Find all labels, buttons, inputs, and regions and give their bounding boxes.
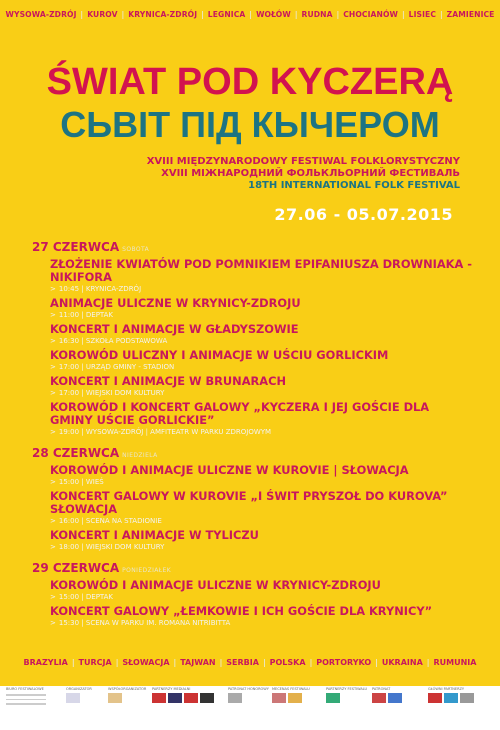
event-time: 15:00 (58, 478, 80, 486)
event-time: 17:00 (58, 363, 80, 371)
footer-text-line (6, 703, 46, 705)
country: POLSKA (269, 658, 306, 667)
event (50, 401, 472, 436)
event-place: WIEJSKI DOM KULTURY (85, 389, 165, 397)
arrow-icon: > (50, 593, 56, 601)
day-weekday: NIEDZIELA (122, 452, 158, 459)
event (50, 605, 472, 627)
subtitles (60, 156, 460, 192)
arrow-icon: > (50, 285, 56, 293)
event-meta: > 15:00 | DEPTAK (50, 593, 114, 601)
festival-title-ukrainian: СЬВІТ ПІД КЫЧЕРОМ (60, 104, 440, 145)
event-meta: > 16:00 | SCENA NA STADIONIE (50, 517, 162, 525)
separator: | (294, 10, 298, 19)
footer-column-heading: WSPÓŁORGANIZATOR (108, 687, 147, 691)
event-place: SCENA NA STADIONIE (85, 517, 162, 525)
event-place: WIEŚ (85, 478, 104, 486)
arrow-icon: > (50, 428, 56, 436)
separator: | (309, 658, 313, 667)
town: WYSOWA-ZDRÓJ (5, 10, 77, 19)
separator: | (71, 658, 75, 667)
event-time: 19:00 (58, 428, 80, 436)
country: SŁOWACJA (122, 658, 170, 667)
event-place: KRYNICA-ZDRÓJ (85, 285, 142, 293)
arrow-icon: > (50, 619, 56, 627)
event-place: URZĄD GMINY - STADION (85, 363, 175, 371)
event-title: ZŁOŻENIE KWIATÓW POD POMNIKIEM EPIFANIUSZA DROWNIAKA - NIKIFORA (50, 257, 473, 284)
footer-column (228, 687, 268, 727)
day-heading (32, 240, 472, 254)
arrow-icon: > (50, 517, 56, 525)
footer-column-heading: PARTNERZY MEDIALNI (152, 687, 191, 691)
event-title: KOROWÓD I ANIMACJE ULICZNE W KRYNICY-ZDROJU (50, 578, 381, 592)
footer-column (326, 687, 366, 727)
event-time: 18:00 (58, 543, 80, 551)
event-time: 10:45 (58, 285, 80, 293)
town: LISIEC (408, 10, 436, 19)
countries-bar (0, 658, 500, 667)
partner-logo (326, 693, 340, 703)
town: LEGNICA (207, 10, 246, 19)
event-place: DEPTAK (85, 593, 114, 601)
footer-column (108, 687, 148, 727)
event-title: KONCERT I ANIMACJE W GŁADYSZOWIE (50, 322, 299, 336)
subtitle-polish: XVIII MIĘDZYNARODOWY FESTIWAL FOLKLORYSTYCZNY (146, 156, 460, 167)
country: TURCJA (78, 658, 112, 667)
event-place: SCENA W PARKU IM. ROMANA NITRIBITTA (85, 619, 231, 627)
footer-text-line (6, 694, 46, 696)
footer-column-heading: MECENAS FESTIWALU (272, 687, 310, 691)
event-place: DEPTAK (85, 311, 114, 319)
event-time: 16:00 (58, 517, 80, 525)
event-time: 15:00 (58, 593, 80, 601)
media-partner-logo (200, 693, 214, 703)
separator: | (262, 658, 266, 667)
event (50, 529, 472, 551)
day-date: 29 CZERWCA (32, 561, 120, 575)
event (50, 490, 472, 525)
sponsor-footer (0, 686, 500, 730)
sponsor-logo (272, 693, 286, 703)
separator: | (173, 658, 177, 667)
country: UKRAINA (381, 658, 423, 667)
event-title: ANIMACJE ULICZNE W KRYNICY-ZDROJU (50, 296, 301, 310)
day-date: 27 CZERWCA (32, 240, 120, 254)
event-meta: > 17:00 | WIEJSKI DOM KULTURY (50, 389, 165, 397)
event-meta: > 11:00 | DEPTAK (50, 311, 114, 319)
footer-column (272, 687, 322, 727)
event-time: 17:00 (58, 389, 80, 397)
country: RUMUNIA (433, 658, 477, 667)
town: KUROV (87, 10, 118, 19)
day-weekday: PONIEDZIAŁEK (122, 567, 172, 574)
towns-bar (0, 10, 500, 19)
subtitle-english: 18TH INTERNATIONAL FOLK FESTIVAL (248, 180, 460, 191)
country: PORTORYKO (316, 658, 372, 667)
event-meta: > 16:30 | SZKOŁA PODSTAWOWA (50, 337, 168, 345)
footer-column (152, 687, 222, 727)
footer-column-heading: PATRONAT HONOROWY (228, 687, 269, 691)
main-partner-logo (444, 693, 458, 703)
event (50, 258, 472, 293)
footer-column (428, 687, 494, 727)
event-title: KONCERT I ANIMACJE W TYLICZU (50, 528, 259, 542)
organizer-logo (66, 693, 80, 703)
sponsor-logo (288, 693, 302, 703)
arrow-icon: > (50, 543, 56, 551)
separator: | (80, 10, 84, 19)
day-block (32, 240, 472, 436)
separator: | (115, 658, 119, 667)
town: WOŁÓW (256, 10, 291, 19)
event-place: SZKOŁA PODSTAWOWA (85, 337, 168, 345)
town: KRYNICA-ZDRÓJ (128, 10, 198, 19)
separator: | (201, 10, 204, 19)
media-partner-logo (152, 693, 166, 703)
town: RUDNA (301, 10, 333, 19)
town: ZAMIENICE (446, 10, 495, 19)
event-time: 15:30 (58, 619, 80, 627)
coorganizer-logo (108, 693, 122, 703)
event-meta: > 15:00 | WIEŚ (50, 478, 104, 486)
country: BRAZYLIA (23, 658, 68, 667)
arrow-icon: > (50, 311, 56, 319)
event-place: WIEJSKI DOM KULTURY (85, 543, 165, 551)
arrow-icon: > (50, 478, 56, 486)
event (50, 297, 472, 319)
subtitle-ukrainian: XVIII МІЖНАРОДНИЙ ФОЛЬКЛЬОРНИЙ ФЕСТИВАЛЬ (161, 168, 460, 179)
footer-text-line (6, 699, 46, 701)
day-heading (32, 561, 472, 575)
media-partner-logo (168, 693, 182, 703)
day-date: 28 CZERWCA (32, 446, 120, 460)
town: CHOCIANÓW (343, 10, 398, 19)
separator: | (249, 10, 253, 19)
separator: | (336, 10, 340, 19)
schedule (32, 240, 472, 627)
separator: | (375, 658, 378, 667)
event-title: KONCERT I ANIMACJE W BRUNARACH (50, 374, 287, 388)
country: TAJWAN (180, 658, 216, 667)
event-place: WYSOWA-ZDRÓJ | AMFITEATR W PARKU ZDROJOWYM (85, 428, 272, 436)
event-title: KONCERT GALOWY „ŁEMKOWIE I ICH GOŚCIE DLA KRYNICY” (50, 604, 433, 618)
footer-column (372, 687, 422, 727)
main-partner-logo (460, 693, 474, 703)
day-block (32, 561, 472, 627)
event-title: KOROWÓD I KONCERT GALOWY „KYCZERA I JEJ GOŚCIE DLA GMINY UŚCIE GORLICKIE” (50, 400, 430, 427)
event (50, 464, 472, 486)
event (50, 349, 472, 371)
separator: | (121, 10, 125, 19)
footer-column (66, 687, 100, 727)
event-meta: > 19:00 | WYSOWA-ZDRÓJ | AMFITEATR W PARKU ZDROJOWYM (50, 428, 272, 436)
event-title: KOROWÓD ULICZNY I ANIMACJE W UŚCIU GORLICKIM (50, 348, 389, 362)
day-block (32, 446, 472, 551)
separator: | (402, 10, 405, 19)
separator: | (219, 658, 223, 667)
event (50, 579, 472, 601)
arrow-icon: > (50, 337, 56, 345)
day-heading (32, 446, 472, 460)
day-weekday: SOBOTA (122, 246, 150, 253)
event-meta: > 10:45 | KRYNICA-ZDRÓJ (50, 285, 142, 293)
footer-column-heading: PATRONAT (372, 687, 391, 691)
arrow-icon: > (50, 389, 56, 397)
country: SERBIA (226, 658, 259, 667)
event (50, 375, 472, 397)
footer-column (6, 687, 46, 727)
event-time: 16:30 (58, 337, 80, 345)
footer-column-heading: ORGANIZATOR (66, 687, 92, 691)
footer-column-heading: PARTNERZY FESTIWALU (326, 687, 368, 691)
footer-column-heading: GŁÓWNI PARTNERZY (428, 687, 465, 691)
patron-logo (372, 693, 386, 703)
festival-dates: 27.06 - 05.07.2015 (274, 205, 453, 224)
patron-logo (388, 693, 402, 703)
separator: | (440, 10, 443, 19)
event-meta: > 18:00 | WIEJSKI DOM KULTURY (50, 543, 165, 551)
main-partner-logo (428, 693, 442, 703)
patron-logo (228, 693, 242, 703)
event-title: KONCERT GALOWY W KUROVIE „I ŚWIT PRYSZOŁ DO KUROVA” SŁOWACJA (50, 489, 448, 516)
separator: | (426, 658, 430, 667)
event-title: KOROWÓD I ANIMACJE ULICZNE W KUROVIE | SŁOWACJA (50, 463, 409, 477)
event-meta: > 15:30 | SCENA W PARKU IM. ROMANA NITRIBITTA (50, 619, 231, 627)
event-time: 11:00 (58, 311, 80, 319)
arrow-icon: > (50, 363, 56, 371)
event (50, 323, 472, 345)
festival-title-polish: ŚWIAT POD KYCZERĄ (46, 61, 454, 103)
media-partner-logo (184, 693, 198, 703)
footer-column-heading: BIURO FESTIWALOWE (6, 687, 44, 691)
event-meta: > 17:00 | URZĄD GMINY - STADION (50, 363, 175, 371)
